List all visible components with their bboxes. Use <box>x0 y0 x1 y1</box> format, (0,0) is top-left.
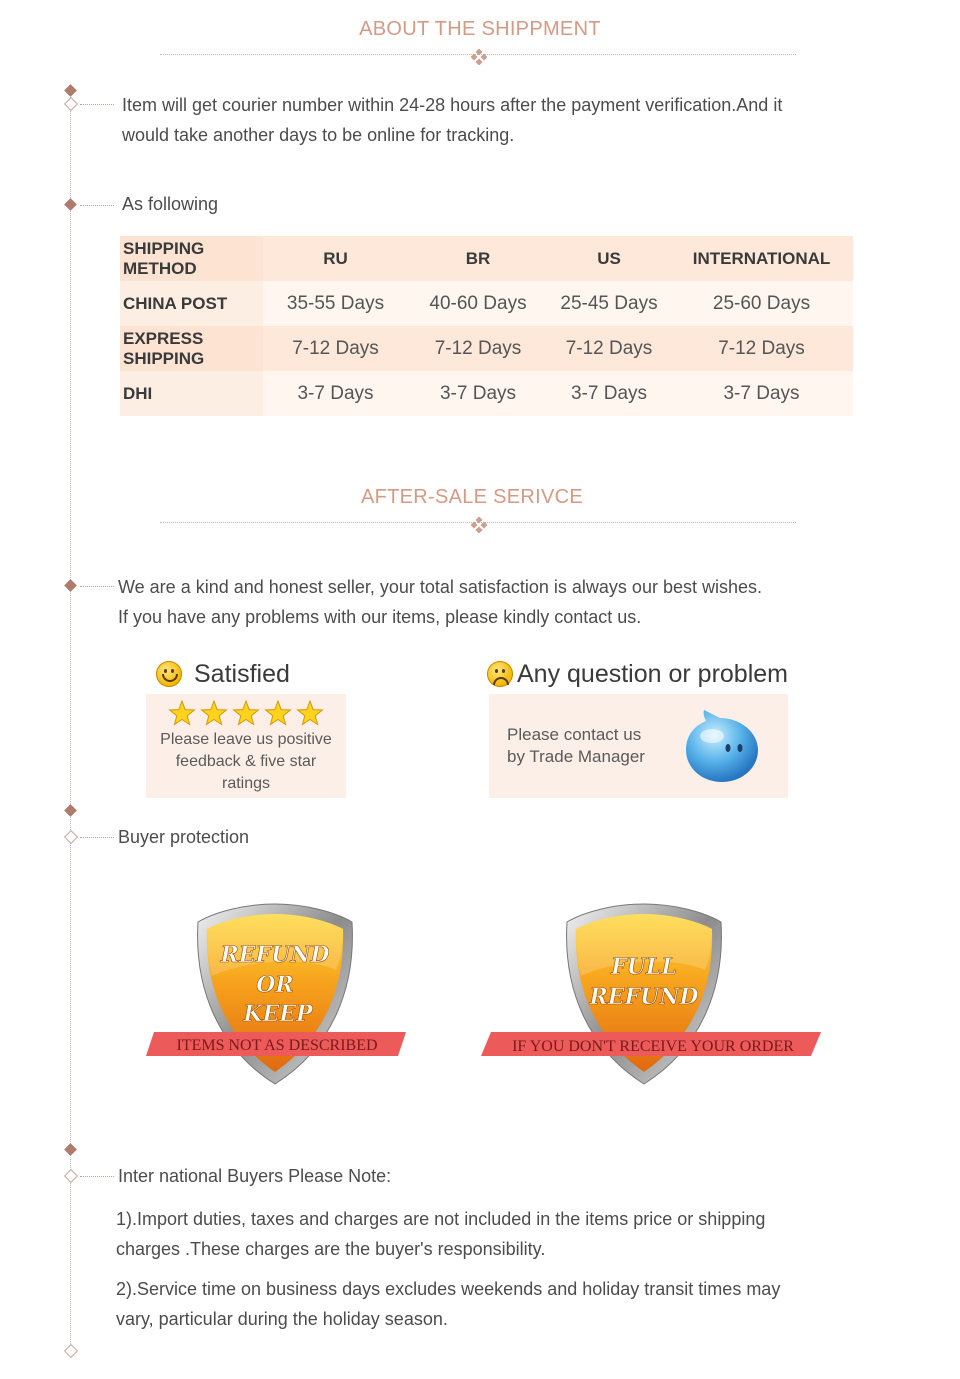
table-cell: 7-12 Days <box>408 326 548 371</box>
satisfied-text: Please leave us positive feedback & five star ratings <box>160 731 332 792</box>
table-cell: 7-12 Days <box>670 326 853 371</box>
note-item-2-line1: 2).Service time on business days excludes weekends and holiday transit times may <box>116 1279 781 1299</box>
note-item-2-line2: vary, particular during the holiday season. <box>116 1309 448 1329</box>
shipment-intro <box>122 90 862 150</box>
table-cell: 40-60 Days <box>408 281 548 326</box>
ribbon-text: IF YOU DON'T RECEIVE YOUR ORDER <box>512 1038 794 1055</box>
question-text-line2: by Trade Manager <box>507 747 645 766</box>
ornament-icon <box>471 49 487 65</box>
satisfied-box <box>146 694 346 798</box>
note-item-1-line1: 1).Import duties, taxes and charges are not included in the items price or shipping <box>116 1209 766 1229</box>
question-title: Any question or problem <box>517 660 788 688</box>
table-header: BR <box>408 236 548 281</box>
timeline-marker <box>64 579 77 592</box>
satisfied-title: Satisfied <box>194 660 290 688</box>
ribbon-text: ITEMS NOT AS DESCRIBED <box>176 1037 378 1054</box>
table-cell: 7-12 Days <box>548 326 670 371</box>
buyer-protection-label: Buyer protection <box>118 827 250 847</box>
table-cell: 25-60 Days <box>670 281 853 326</box>
question-box <box>489 694 788 798</box>
question-text-line1: Please contact us <box>507 725 642 744</box>
after-sale-line2: If you have any problems with our items, please kindly contact us. <box>118 607 642 627</box>
shipping-table <box>120 236 853 416</box>
table-cell: CHINA POST <box>120 281 263 326</box>
connector-dots <box>80 1176 114 1177</box>
after-sale-text <box>118 572 878 632</box>
table-cell: 3-7 Days <box>263 371 408 416</box>
full-refund-badge <box>477 898 827 1088</box>
section-title-shipment: ABOUT THE SHIPPMENT <box>359 18 601 40</box>
connector-dots <box>80 104 114 105</box>
smiley-happy-icon <box>156 661 182 687</box>
star-icon <box>234 701 259 725</box>
shipment-intro-line1: Item will get courier number within 24-28 hours after the payment verification.And it <box>122 95 783 115</box>
star-rating <box>166 699 326 729</box>
timeline-marker <box>64 198 77 211</box>
timeline-marker <box>64 97 78 111</box>
note-item-2 <box>116 1274 896 1334</box>
table-cell: DHI <box>120 371 263 416</box>
note-item-1 <box>116 1204 896 1264</box>
ornament-icon <box>471 517 487 533</box>
timeline-marker <box>64 804 77 817</box>
table-header: INTERNATIONAL <box>670 236 853 281</box>
table-header-row <box>120 236 853 281</box>
shield-line: REFUND <box>220 942 330 968</box>
shield-line: KEEP <box>243 1001 313 1027</box>
star-icon <box>298 701 323 725</box>
as-following-label: As following <box>122 194 219 214</box>
timeline-end-marker <box>64 1344 78 1358</box>
timeline-marker <box>64 1143 77 1156</box>
note-item-1-line2: charges .These charges are the buyer's responsibility. <box>116 1239 546 1259</box>
table-row <box>120 371 853 416</box>
trade-manager-icon[interactable] <box>682 706 762 786</box>
table-header: US <box>548 236 670 281</box>
timeline-marker <box>64 830 78 844</box>
connector-dots <box>80 205 114 206</box>
table-cell: 35-55 Days <box>263 281 408 326</box>
shield-line: REFUND <box>589 984 699 1010</box>
star-icon <box>170 701 195 725</box>
question-text <box>507 724 645 768</box>
table-row <box>120 326 853 371</box>
connector-dots <box>80 586 114 587</box>
star-icon <box>266 701 291 725</box>
star-icon <box>202 701 227 725</box>
connector-dots <box>80 837 114 838</box>
smiley-sad-icon <box>487 661 513 687</box>
table-cell: 3-7 Days <box>548 371 670 416</box>
shield-line: OR <box>256 972 294 998</box>
table-cell: EXPRESS SHIPPING <box>120 326 263 371</box>
table-cell: 3-7 Days <box>408 371 548 416</box>
table-cell: 7-12 Days <box>263 326 408 371</box>
note-label: Inter national Buyers Please Note: <box>118 1166 392 1186</box>
table-header: SHIPPING METHOD <box>120 236 263 281</box>
table-cell: 25-45 Days <box>548 281 670 326</box>
table-cell: 3-7 Days <box>670 371 853 416</box>
shipment-intro-line2: would take another days to be online for tracking. <box>122 125 515 145</box>
timeline-marker <box>64 1169 78 1183</box>
timeline-marker <box>64 84 77 97</box>
table-row <box>120 281 853 326</box>
refund-or-keep-badge <box>140 898 410 1088</box>
shield-line: FULL <box>611 954 677 980</box>
after-sale-line1: We are a kind and honest seller, your total satisfaction is always our best wishes. <box>118 577 762 597</box>
table-header: RU <box>263 236 408 281</box>
timeline-line <box>70 92 71 1354</box>
section-title-after-sale: AFTER-SALE SERIVCE <box>360 486 584 508</box>
